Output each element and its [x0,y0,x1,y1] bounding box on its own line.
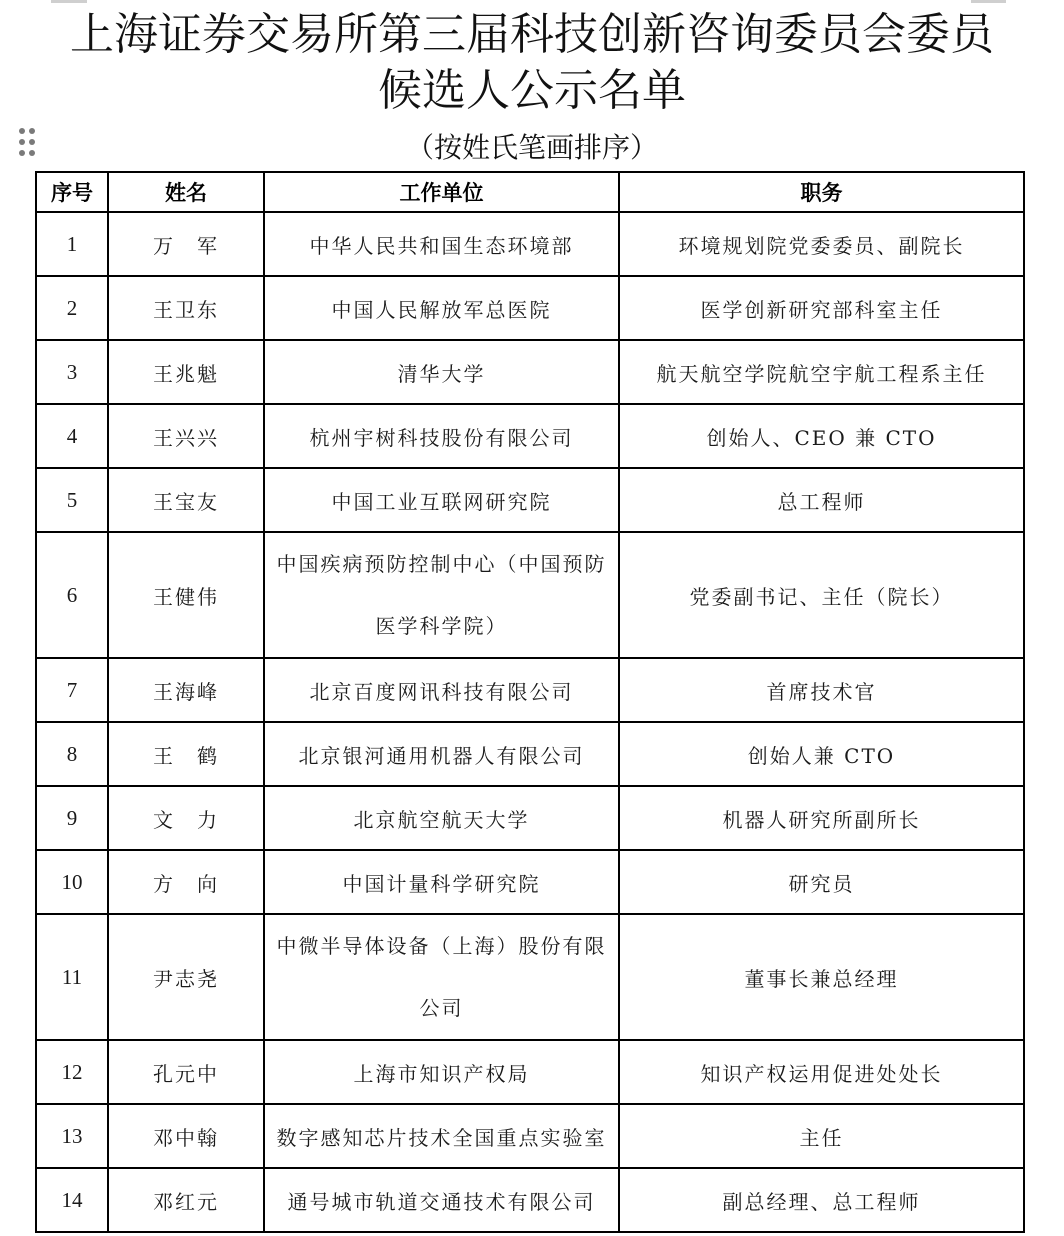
cell-title: 知识产权运用促进处处长 [619,1040,1024,1104]
table-row [36,722,1024,786]
table-row [36,340,1024,404]
cell-title: 首席技术官 [619,658,1024,722]
cell-title: 创始人兼 CTO [619,722,1024,786]
header-title: 职务 [619,172,1024,212]
cell-title: 董事长兼总经理 [619,914,1024,1040]
table-row [36,276,1024,340]
table-row [36,914,1024,1040]
cell-name: 王海峰 [108,658,264,722]
cell-title: 党委副书记、主任（院长） [619,532,1024,658]
document-title-line-1: 上海证券交易所第三届科技创新咨询委员会委员 [70,9,994,60]
cell-seq: 7 [36,658,108,722]
cell-title: 创始人、CEO 兼 CTO [619,404,1024,468]
table-row [36,850,1024,914]
cell-name: 文 力 [108,786,264,850]
cell-seq: 8 [36,722,108,786]
table-row [36,786,1024,850]
cell-title: 主任 [619,1104,1024,1168]
cell-unit: 中国计量科学研究院 [264,850,619,914]
cell-unit: 杭州宇树科技股份有限公司 [264,404,619,468]
crop-mark-right [971,0,1006,3]
cell-seq: 12 [36,1040,108,1104]
cell-name: 方 向 [108,850,264,914]
cell-title: 航天航空学院航空宇航工程系主任 [619,340,1024,404]
table-row [36,1104,1024,1168]
cell-unit: 通号城市轨道交通技术有限公司 [264,1168,619,1232]
table-row [36,468,1024,532]
header-seq: 序号 [36,172,108,212]
table-row [36,1168,1024,1232]
cell-title: 副总经理、总工程师 [619,1168,1024,1232]
cell-title: 机器人研究所副所长 [619,786,1024,850]
header-unit: 工作单位 [264,172,619,212]
cell-name: 王卫东 [108,276,264,340]
cell-unit: 中国工业互联网研究院 [264,468,619,532]
cell-unit: 中微半导体设备（上海）股份有限公司 [264,914,619,1040]
cell-name: 王 鹤 [108,722,264,786]
cell-unit: 中华人民共和国生态环境部 [264,212,619,276]
cell-unit: 数字感知芯片技术全国重点实验室 [264,1104,619,1168]
cell-title: 研究员 [619,850,1024,914]
cell-name: 王宝友 [108,468,264,532]
cell-seq: 4 [36,404,108,468]
cell-title: 总工程师 [619,468,1024,532]
document-title-line-2: 候选人公示名单 [378,65,686,116]
cell-unit: 清华大学 [264,340,619,404]
cell-seq: 10 [36,850,108,914]
cell-unit: 北京百度网讯科技有限公司 [264,658,619,722]
cell-unit: 北京银河通用机器人有限公司 [264,722,619,786]
table-row [36,404,1024,468]
cell-seq: 14 [36,1168,108,1232]
cell-name: 孔元中 [108,1040,264,1104]
cell-title: 医学创新研究部科室主任 [619,276,1024,340]
header-name: 姓名 [108,172,264,212]
cell-name: 王兴兴 [108,404,264,468]
cell-name: 邓中翰 [108,1104,264,1168]
table-row [36,658,1024,722]
table-header-row [36,172,1024,212]
table-row [36,532,1024,658]
candidate-table [35,171,1025,1233]
cell-unit: 中国疾病预防控制中心（中国预防医学科学院） [264,532,619,658]
cell-unit: 北京航空航天大学 [264,786,619,850]
crop-mark-left [51,0,87,3]
cell-seq: 1 [36,212,108,276]
cell-name: 万 军 [108,212,264,276]
cell-seq: 11 [36,914,108,1040]
cell-name: 王健伟 [108,532,264,658]
cell-seq: 5 [36,468,108,532]
cell-seq: 2 [36,276,108,340]
table-row [36,212,1024,276]
cell-name: 邓红元 [108,1168,264,1232]
cell-seq: 13 [36,1104,108,1168]
cell-unit: 上海市知识产权局 [264,1040,619,1104]
document-subtitle: （按姓氏笔画排序） [405,131,658,164]
cell-seq: 9 [36,786,108,850]
cell-title: 环境规划院党委委员、副院长 [619,212,1024,276]
cell-seq: 3 [36,340,108,404]
cell-unit: 中国人民解放军总医院 [264,276,619,340]
cell-name: 王兆魁 [108,340,264,404]
cell-seq: 6 [36,532,108,658]
table-row [36,1040,1024,1104]
cell-name: 尹志尧 [108,914,264,1040]
